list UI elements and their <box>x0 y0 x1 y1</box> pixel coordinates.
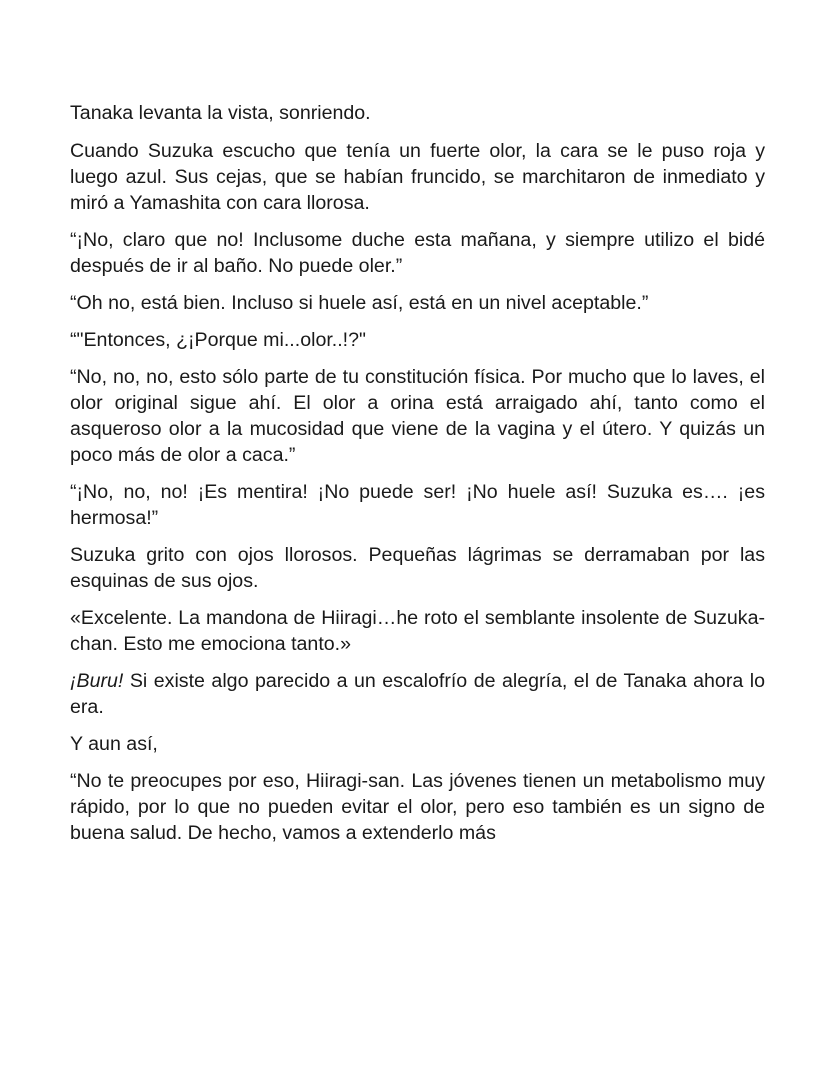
paragraph: “No, no, no, esto sólo parte de tu constitución física. Por mucho que lo laves, el olor original sigue ahí. El olor a orina está arraigado ahí, tanto como el asqueroso olor a la mucosidad que viene de la vagina y el útero. Y quizás un poco más de olor a caca.” <box>70 366 765 466</box>
paragraph: Cuando Suzuka escucho que tenía un fuerte olor, la cara se le puso roja y luego azul. Sus cejas, que se habían fruncido, se marchitaron de inmediato y miró a Yamashita con cara llorosa. <box>70 140 765 214</box>
paragraph: Suzuka grito con ojos llorosos. Pequeñas lágrimas se derramaban por las esquinas de sus ojos. <box>70 544 765 592</box>
paragraph: “¡No, no, no! ¡Es mentira! ¡No puede ser! ¡No huele así! Suzuka es…. ¡es hermosa!” <box>70 481 765 529</box>
italic-interjection: ¡Buru! <box>70 670 124 692</box>
paragraph: “Oh no, está bien. Incluso si huele así, está en un nivel aceptable.” <box>70 292 649 314</box>
paragraph: Tanaka levanta la vista, sonriendo. <box>70 102 371 124</box>
paragraph: Y aun así, <box>70 733 158 755</box>
paragraph <box>70 668 765 720</box>
paragraph: «Excelente. La mandona de Hiiragi…he roto el semblante insolente de Suzuka-chan. Esto me emociona tanto.» <box>70 607 765 655</box>
paragraph: “No te preocupes por eso, Hiiragi-san. Las jóvenes tienen un metabolismo muy rápido, por lo que no pueden evitar el olor, pero eso también es un signo de buena salud. De hecho, vamos a extenderlo más <box>70 770 765 844</box>
paragraph: “¡No, claro que no! Inclusome duche esta mañana, y siempre utilizo el bidé después de ir al baño. No puede oler.” <box>70 229 765 277</box>
paragraph: “"Entonces, ¿¡Porque mi...olor..!?" <box>70 329 366 351</box>
body-text <box>70 100 765 857</box>
paragraph-text: Si existe algo parecido a un escalofrío de alegría, el de Tanaka ahora lo era. <box>70 670 765 718</box>
